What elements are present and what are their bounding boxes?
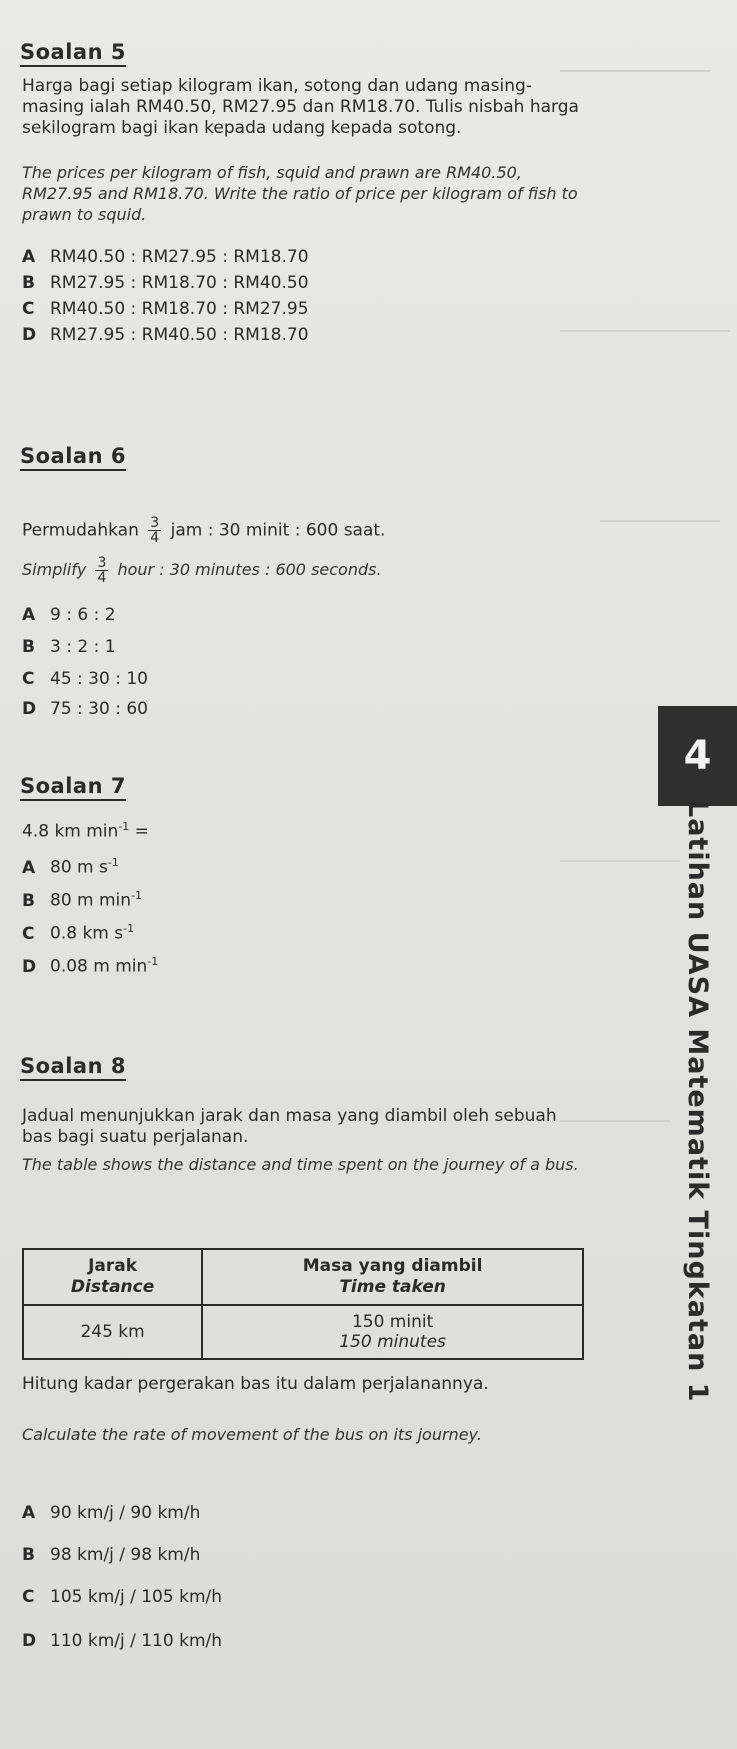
question-8-option-d[interactable]: D 110 km/j / 110 km/h [22,1631,223,1651]
distance-value: 245 km [23,1305,202,1359]
question-6-malay-text: Permudahkan $\frac{3}{4}$ jam : 30 minit : 600 saat. [22,515,386,546]
question-7-option-b[interactable]: B 80 m $\min^{-1}$ [22,889,143,911]
question-6-option-c[interactable]: C 45 : 30 : 10 [22,669,148,689]
question-8-malay-text: Jadual menunjukkan jarak dan masa yang diambil oleh sebuah bas bagi suatu perjalanan. [22,1106,557,1147]
question-5-malay-text: Harga bagi setiap kilogram ikan, sotong dan udang masing-masing ialah RM40.50, RM27.95 dan RM18.70. Tulis nisbah harga sekilogram bagi ikan kepada udang kepada sotong. [22,76,579,138]
question-5-english-text: The prices per kilogram of fish, squid and prawn are RM40.50, RM27.95 and RM18.70. Write the ratio of price per kilogram of fish to prawn to squid. [22,163,578,224]
question-5-option-c[interactable]: C RM40.50 : RM18.70 : RM27.95 [22,299,309,319]
time-header: Masa yang diambil Time taken [202,1249,583,1305]
question-5-option-a[interactable]: A RM40.50 : RM27.95 : RM18.70 [22,247,309,267]
question-6-option-a[interactable]: A 9 : 6 : 2 [22,605,116,625]
distance-header: Jarak Distance [23,1249,202,1305]
chapter-tab: 4 [658,706,737,806]
question-8-option-a[interactable]: A 90 km/j / 90 km/h [22,1503,201,1523]
fraction-three-quarters: $\frac{3}{4}$ [150,515,160,546]
question-5-option-b[interactable]: B RM27.95 : RM18.70 : RM40.50 [22,273,309,293]
question-8-option-b[interactable]: B 98 km/j / 98 km/h [22,1545,201,1565]
bleed-through-line [560,860,680,862]
question-6-english-text: Simplify $\frac{3}{4}$ hour : 30 minutes : 600 seconds. [22,555,382,586]
fraction-three-quarters: $\frac{3}{4}$ [97,555,107,586]
table-header-row [23,1249,583,1305]
question-7-option-a[interactable]: A 80 m $s^{-1}$ [22,856,119,878]
question-5-option-d[interactable]: D RM27.95 : RM40.50 : RM18.70 [22,325,309,345]
question-6-option-d[interactable]: D 75 : 30 : 60 [22,699,148,719]
question-7-option-c[interactable]: C 0.8 km $s^{-1}$ [22,922,135,944]
question-8-option-c[interactable]: C 105 km/j / 105 km/h [22,1587,223,1607]
question-5-title: Soalan 5 [20,40,126,67]
bleed-through-line [560,70,710,72]
question-7-option-d[interactable]: D 0.08 m $\min^{-1}$ [22,955,159,977]
question-8-title: Soalan 8 [20,1054,126,1081]
bleed-through-line [600,520,720,522]
time-value: 150 minit 150 minutes [202,1305,583,1359]
side-vertical-label: Latihan UASA Matematik Tingkatan 1 [682,800,713,1403]
question-7-text: 4.8 km $\min^{-1}$ = [22,820,149,842]
table-row [23,1305,583,1359]
question-8-english-text: The table shows the distance and time spent on the journey of a bus. [22,1155,579,1174]
question-8-malay-instruction: Hitung kadar pergerakan bas itu dalam perjalanannya. [22,1374,489,1394]
question-8-english-instruction: Calculate the rate of movement of the bus on its journey. [22,1425,482,1444]
question-7-title: Soalan 7 [20,774,126,801]
distance-time-table [22,1248,584,1360]
question-6-title: Soalan 6 [20,444,126,471]
question-6-option-b[interactable]: B 3 : 2 : 1 [22,637,116,657]
bleed-through-line [560,330,730,332]
